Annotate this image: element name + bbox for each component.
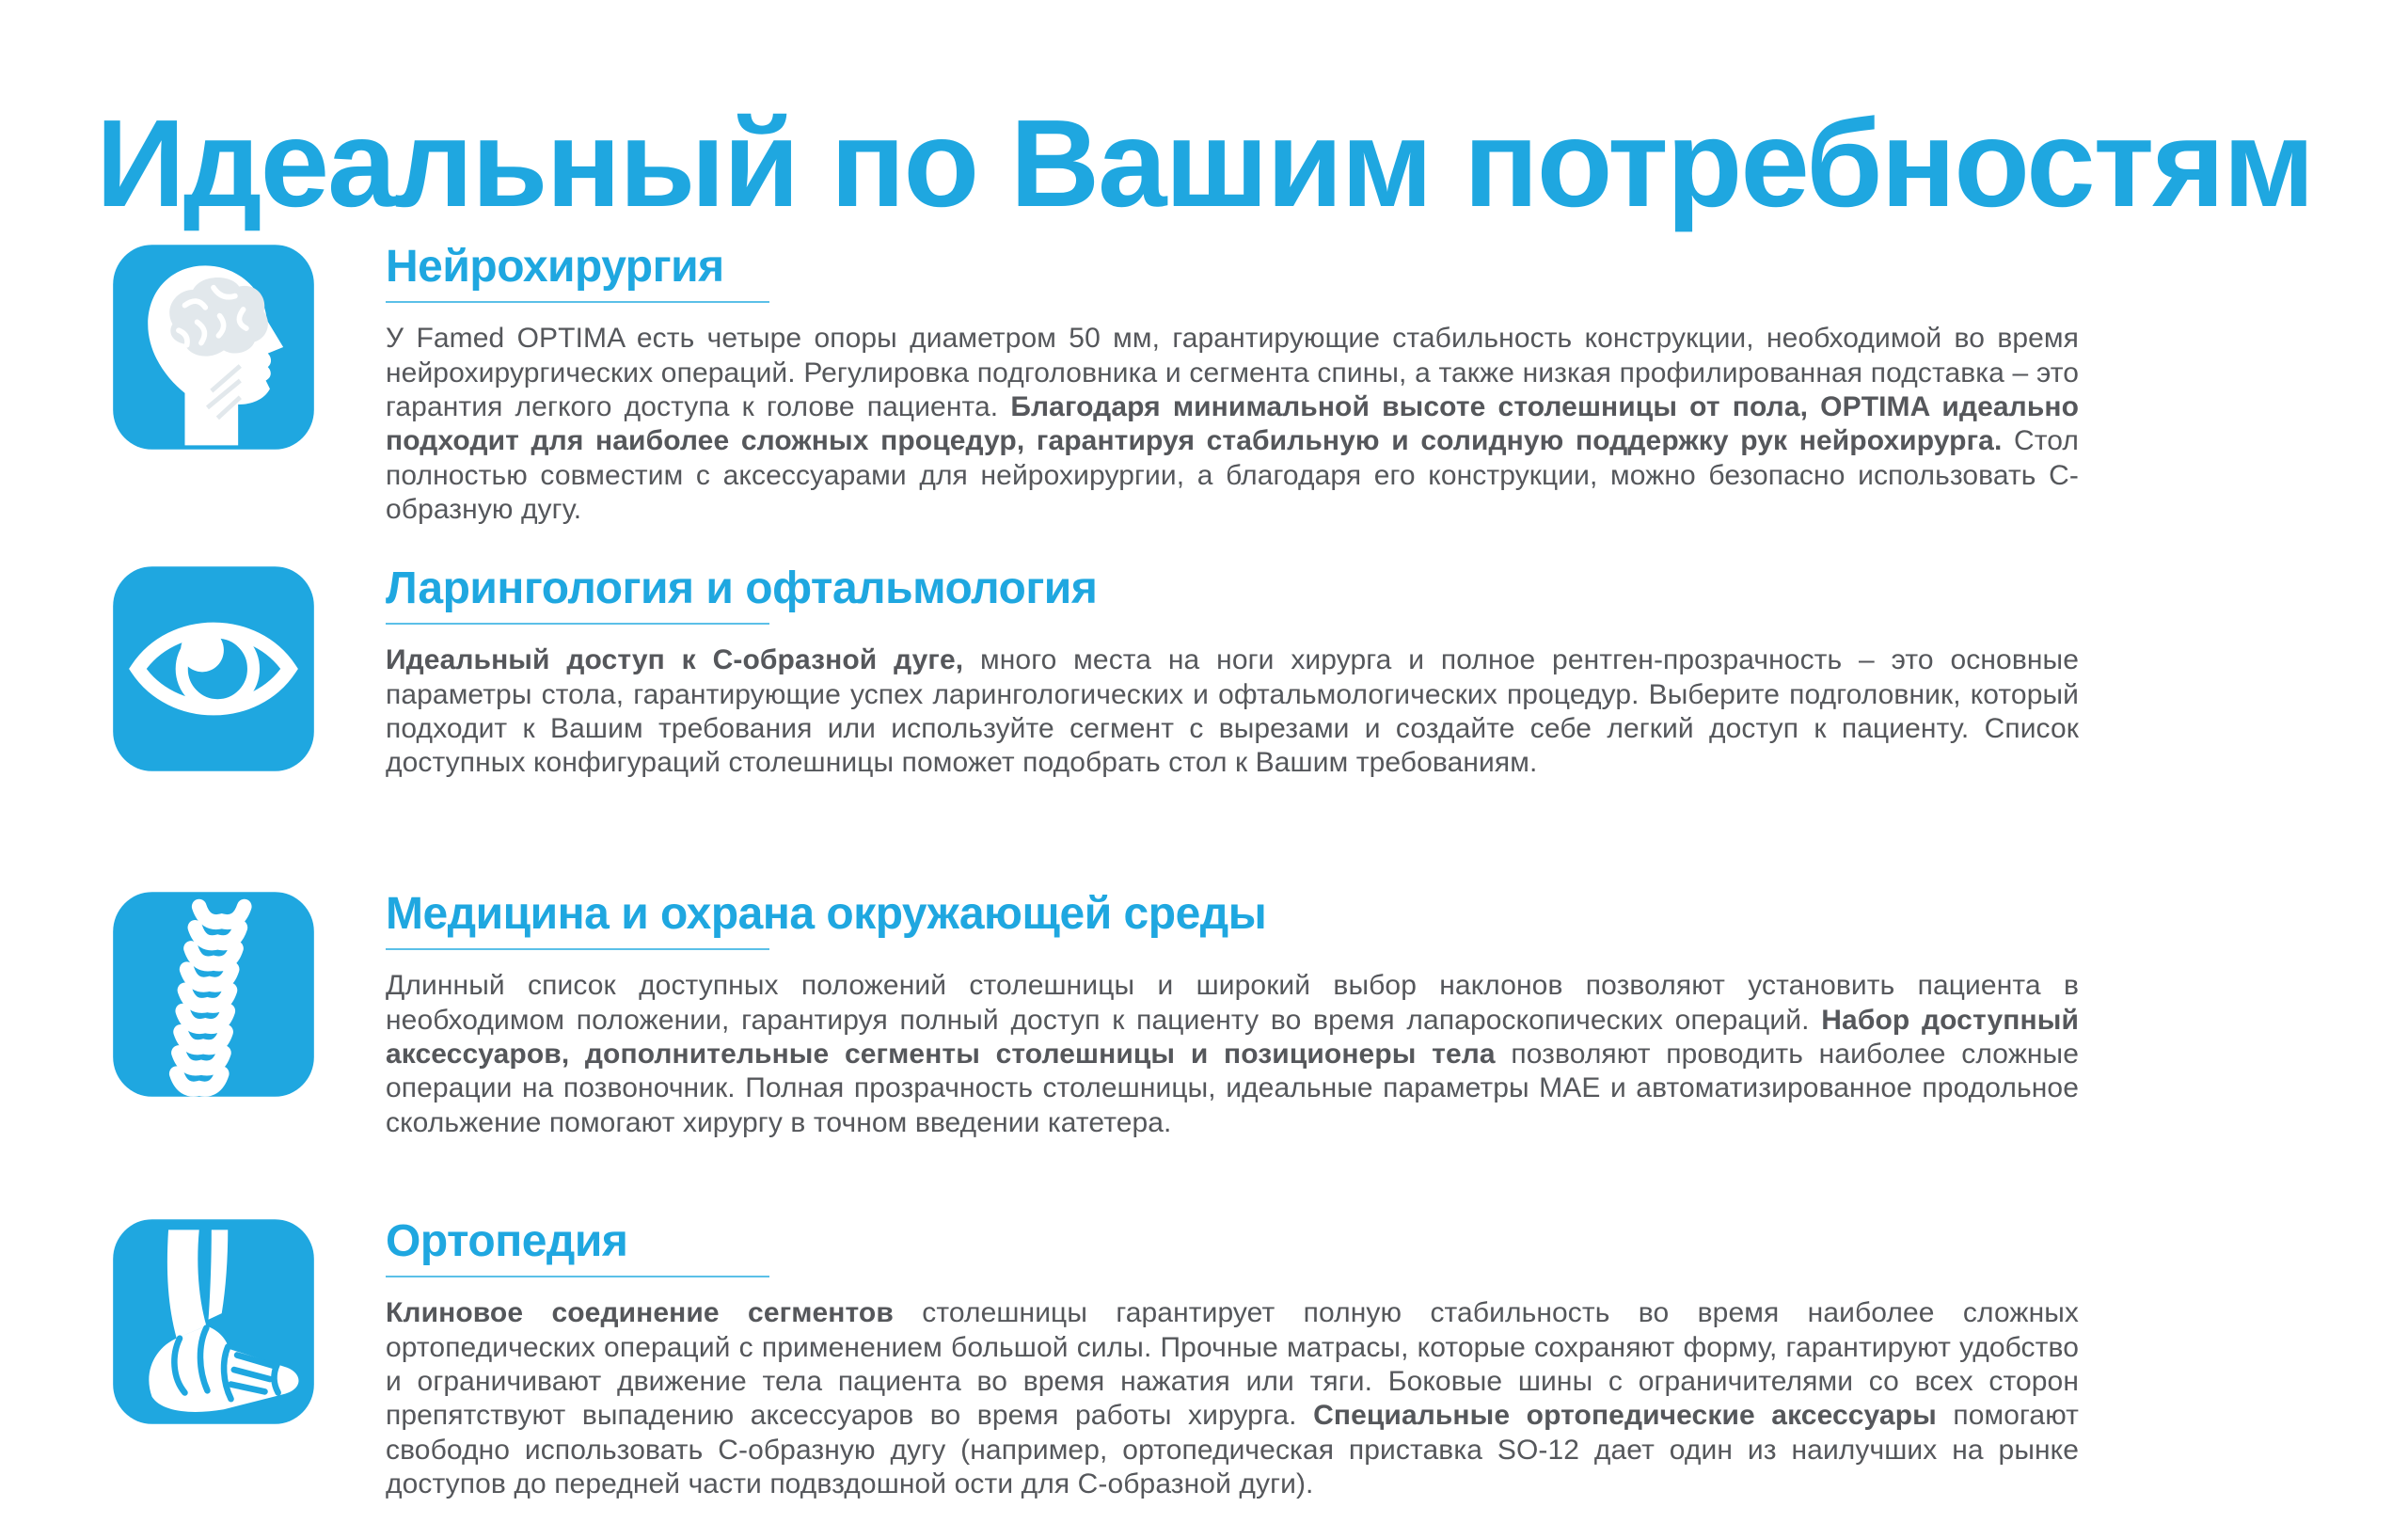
heading-underline bbox=[386, 948, 769, 950]
section-paragraph: Идеальный доступ к С-образной дуге, много места на ноги хирурга и полное рентген-прозрачность – это основные параметры стола, гарантирующие успех ларингологических и офтальмологических процедур. Выберите подголовник, который подходит к Вашим требования или используйте сегмент с вырезами и создайте себе легкий доступ к пациенту. Список доступных конфигураций столешницы поможет подобрать стол к Вашим требованиям. bbox=[386, 644, 2079, 779]
section-paragraph: Клиновое соединение сегментов столешницы гарантирует полную стабильность во время наиболее сложных ортопедических операций с применением большой силы. Прочные матрасы, которые сохраняют форму, гарантируют удобство и ограничивают движение тела пациента во время нажатия или тяги. Боковые шины с ограничителями со всех сторон препятствуют выпадению аксессуаров во время работы хирурга. Специальные ортопедические аксессуары помогают свободно использовать С-образную дугу (например, ортопедическая приставка SO-12 дает один из наилучших на рынке доступов до передней части подвздошной ости для С-образной дуги). bbox=[386, 1297, 2079, 1500]
section-heading: Медицина и охрана окружающей среды bbox=[386, 889, 1267, 939]
section-content bbox=[386, 888, 2079, 1140]
foot-skeleton-icon bbox=[111, 1217, 316, 1426]
section-content bbox=[386, 241, 2079, 528]
section-content bbox=[386, 563, 2079, 781]
spine-icon bbox=[111, 890, 316, 1099]
section-heading: Нейрохирургия bbox=[386, 242, 724, 292]
section-content bbox=[386, 1215, 2079, 1502]
head-brain-icon bbox=[111, 243, 316, 452]
section-heading: Ортопедия bbox=[386, 1216, 628, 1266]
section-paragraph: У Famed OPTIMA есть четыре опоры диаметром 50 мм, гарантирующие стабильность конструкции, необходимой во время нейрохирургических операций. Регулировка подголовника и сегмента спины, а также низкая профилированная подставка – это гарантия легкого доступа к голове пациента. Благодаря минимальной высоте столешницы от пола, OPTIMA идеально подходит для наиболее сложных процедур, гарантируя стабильную и солидную поддержку рук нейрохирурга. Стол полностью совместим с аксессуарами для нейрохирургии, а благодаря его конструкции, можно безопасно использовать С-образную дугу. bbox=[386, 323, 2080, 526]
section-paragraph: Длинный список доступных положений столешницы и широкий выбор наклонов позволяют установить пациента в необходимом положении, гарантируя полный доступ к пациенту во время лапароскопических операций. Набор доступный аксессуаров, дополнительные сегменты столешницы и позиционеры тела позволяют проводить наиболее сложные операции на позвоночник. Полная прозрачность столешницы, идеальные параметры MAE и автоматизированное продольное скольжение помогают хирургу в точном введении катетера. bbox=[386, 970, 2080, 1138]
section-heading: Ларингология и офтальмология bbox=[386, 563, 1098, 613]
heading-underline bbox=[386, 301, 769, 303]
heading-underline bbox=[386, 1276, 769, 1277]
page-title: Идеальный по Вашим потребностям bbox=[96, 94, 2313, 233]
heading-underline bbox=[386, 623, 769, 625]
eye-icon bbox=[111, 564, 316, 773]
